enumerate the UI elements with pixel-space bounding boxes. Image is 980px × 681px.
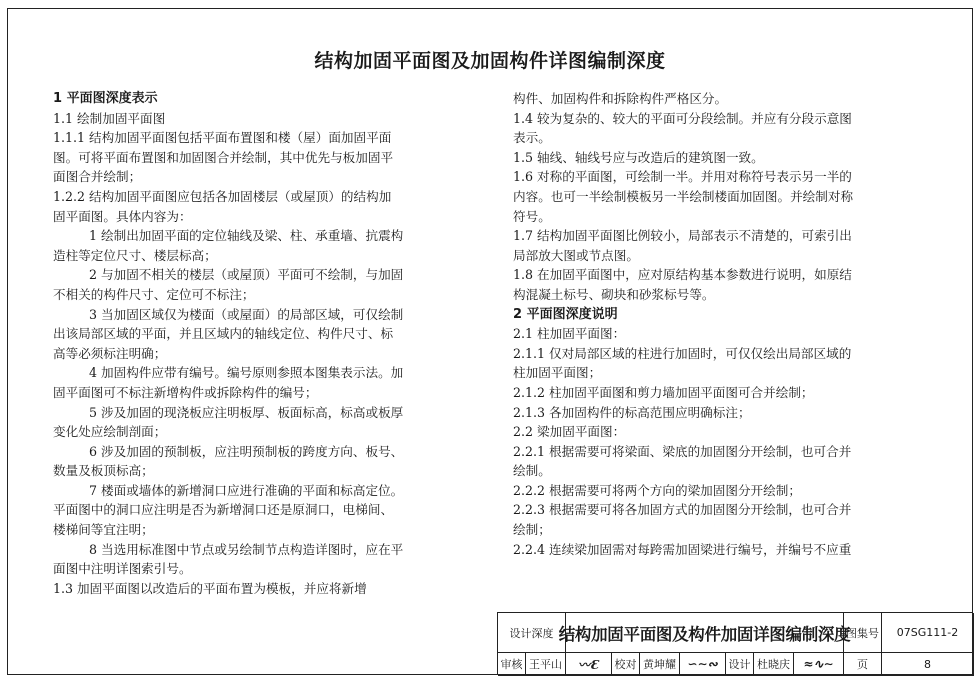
text-line: 2.2.1 根据需要可将梁面、梁底的加固图分开绘制，也可合并 xyxy=(513,443,852,459)
page-number: 8 xyxy=(924,657,931,671)
category-label: 设计深度 xyxy=(509,626,554,640)
checker-name: 黄坤耀 xyxy=(643,658,676,671)
designer-signature-cell xyxy=(794,653,844,676)
text-line: 2.2.3 根据需要可将各加固方式的加固图分开绘制，也可合并 xyxy=(513,502,852,518)
text-line: 2 与加固不相关的楼层（或屋顶）平面可不绘制，与加固 xyxy=(89,267,404,283)
text-line: 数量及板顶标高； xyxy=(53,463,154,479)
drawing-title: 结构加固平面图及构件加固详图编制深度 xyxy=(558,624,851,644)
text-line: 1.6 对称的平面图，可绘制一半。并用对称符号表示另一半的 xyxy=(513,169,852,185)
text-line: 1.3 加固平面图以改造后的平面布置为模板，并应将新增 xyxy=(53,580,367,596)
text-line: 8 当选用标准图中节点或另绘制节点构造详图时，应在平 xyxy=(89,541,404,557)
designer-cell xyxy=(754,653,794,676)
reviewer-name: 王平山 xyxy=(529,658,562,671)
text-line: 构件、加固构件和拆除构件严格区分。 xyxy=(513,91,728,106)
left-column xyxy=(53,89,403,598)
text-line: 内容。也可一半绘制模板另一半绘制楼面加固图。并绘制对称 xyxy=(513,188,854,204)
category-cell xyxy=(498,613,566,653)
reviewer-signature: 〰Ɛ xyxy=(578,657,599,672)
text-line: 楼梯间等宜注明； xyxy=(53,522,154,538)
checker-signature: ∽∼∾ xyxy=(687,657,718,671)
text-line: 2.1.3 各加固构件的标高范围应明确标注； xyxy=(513,404,751,420)
text-line: 不相关的构件尺寸、定位可不标注； xyxy=(53,286,255,302)
text-line: 4 加固构件应带有编号。编号原则参照本图集表示法。加 xyxy=(89,365,404,381)
text-line: 1.4 较为复杂的、较大的平面可分段绘制。并应有分段示意图 xyxy=(513,110,852,126)
text-line: 1.2.2 结构加固平面图应包括各加固楼层（或屋顶）的结构加 xyxy=(53,188,392,204)
text-line: 面图中注明详图索引号。 xyxy=(53,561,192,577)
text-line: 2.1.1 仅对局部区域的柱进行加固时，可仅仅绘出局部区域的 xyxy=(513,345,852,361)
atlas-label: 图集号 xyxy=(846,626,879,640)
atlas-no-cell xyxy=(882,613,974,653)
text-line: 1.5 轴线、轴线号应与改造后的建筑图一致。 xyxy=(513,149,764,165)
title-block xyxy=(497,612,973,675)
text-line: 绘制； xyxy=(513,522,551,538)
reviewer-cell xyxy=(526,653,566,676)
text-line: 局部放大图或节点图。 xyxy=(513,247,639,263)
text-line: 2.2 梁加固平面图： xyxy=(513,424,626,440)
text-line: 变化处应绘制剖面； xyxy=(53,424,167,440)
checker-signature-cell xyxy=(680,653,726,676)
page-no-cell xyxy=(882,653,974,676)
page-label: 页 xyxy=(857,658,868,671)
text-line: 面图合并绘制； xyxy=(53,169,142,185)
design-label: 设计 xyxy=(728,658,751,671)
design-label-cell xyxy=(726,653,754,676)
check-label-cell xyxy=(612,653,640,676)
text-line: 2.1 柱加固平面图： xyxy=(513,326,626,342)
text-line: 图。可将平面布置图和加固图合并绘制，其中优先与板加固平 xyxy=(53,149,394,165)
page-label-cell xyxy=(844,653,882,676)
text-line: 5 涉及加固的现浇板应注明板厚、板面标高，标高或板厚 xyxy=(89,404,404,420)
review-label: 审核 xyxy=(500,658,523,671)
text-line: 1.1.1 结构加固平面图包括平面布置图和楼（屋）面加固平面 xyxy=(53,130,392,146)
text-line: 构混凝土标号、砌块和砂浆标号等。 xyxy=(513,286,715,302)
text-line: 1 绘制出加固平面的定位轴线及梁、柱、承重墙、抗震构 xyxy=(89,228,404,244)
text-line: 2.2.2 根据需要可将两个方向的梁加固图分开绘制； xyxy=(513,482,801,498)
text-line: 2.1.2 柱加固平面图和剪力墙加固平面图可合并绘制； xyxy=(513,384,814,400)
page-title: 结构加固平面图及加固构件详图编制深度 xyxy=(314,50,666,72)
text-line: 固平面图可不标注新增构件或拆除构件的编号； xyxy=(53,384,318,400)
text-line: 2.2.4 连续梁加固需对每跨需加固梁进行编号，并编号不应重 xyxy=(513,541,852,557)
text-line: 7 楼面或墙体的新增洞口应进行准确的平面和标高定位。 xyxy=(89,482,404,498)
checker-cell xyxy=(640,653,680,676)
text-line: 高等必须标注明确； xyxy=(53,345,167,361)
text-line: 绘制。 xyxy=(513,463,551,479)
text-line: 出该局部区域的平面，并且区域内的轴线定位、构件尺寸、标 xyxy=(53,326,394,342)
drawing-title-cell xyxy=(558,613,851,653)
designer-name: 杜晓庆 xyxy=(757,658,790,671)
text-line: 造柱等定位尺寸、楼层标高； xyxy=(53,247,217,263)
text-line: 1.8 在加固平面图中，应对原结构基本参数进行说明，如原结 xyxy=(513,267,852,283)
designer-signature: ≈∿∼ xyxy=(803,657,834,671)
reviewer-signature-cell xyxy=(566,653,612,676)
text-line: 柱加固平面图； xyxy=(513,365,602,381)
text-line: 平面图中的洞口应注明是否为新增洞口还是原洞口，电梯间、 xyxy=(53,502,394,518)
text-line: 6 涉及加固的预制板，应注明预制板的跨度方向、板号、 xyxy=(89,443,404,459)
atlas-label-cell xyxy=(844,613,882,653)
section-heading: 2 平面图深度说明 xyxy=(513,306,618,322)
text-line: 表示。 xyxy=(513,130,551,146)
section-heading: 1 平面图深度表示 xyxy=(53,91,158,106)
text-line: 3 当加固区域仅为楼面（或屋面）的局部区域，可仅绘制 xyxy=(89,306,404,322)
text-line: 符号。 xyxy=(513,208,551,224)
text-line: 1.7 结构加固平面图比例较小，局部表示不清楚的，可索引出 xyxy=(513,228,852,244)
review-label-cell xyxy=(498,653,526,676)
text-line: 1.1 绘制加固平面图 xyxy=(53,110,166,126)
text-line: 固平面图。具体内容为： xyxy=(53,208,192,224)
right-column xyxy=(513,89,853,559)
check-label: 校对 xyxy=(614,658,637,671)
atlas-number: 07SG111-2 xyxy=(896,626,959,639)
